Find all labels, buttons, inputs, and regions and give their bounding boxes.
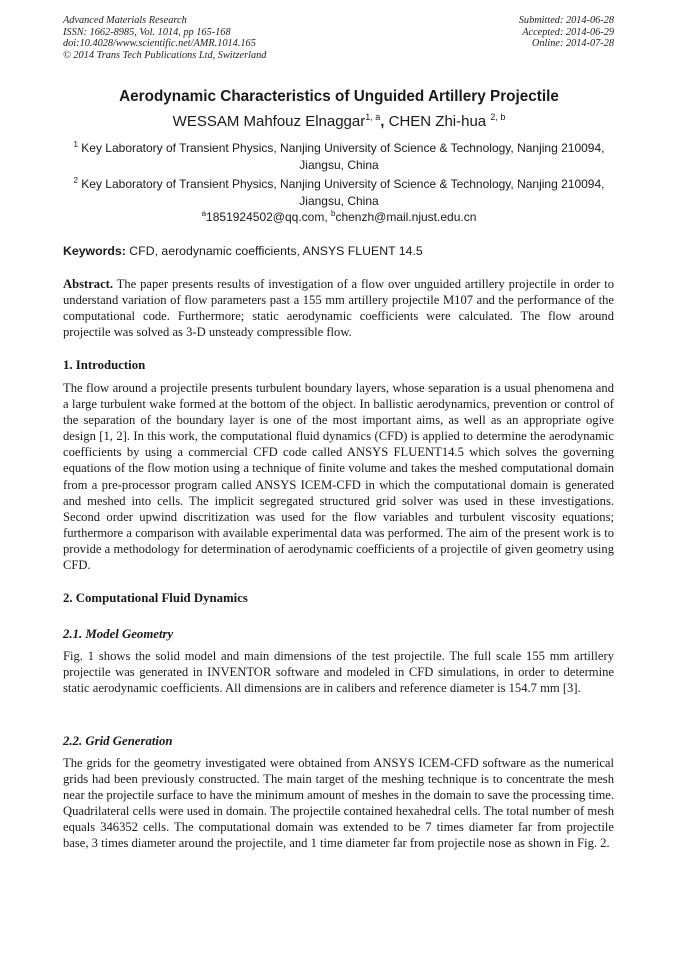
section-introduction-heading: 1. Introduction: [63, 358, 146, 372]
email-b: chenzh@mail.njust.edu.cn: [335, 210, 477, 224]
affiliation-2: [63, 173, 615, 209]
journal-name: Advanced Materials Research: [63, 15, 187, 26]
email-b-marker: b: [331, 209, 336, 218]
journal-info: [63, 15, 266, 61]
affiliation-1-line-2: Jiangsu, China: [299, 157, 379, 172]
submitted-date: Submitted: 2014-06-28: [518, 15, 614, 26]
keywords-label: Keywords:: [63, 244, 126, 258]
abstract: [63, 276, 614, 340]
email-a: 1851924502@qq.com,: [206, 210, 328, 224]
keywords-text: CFD, aerodynamic coefficients, ANSYS FLUENT 14.5: [129, 244, 423, 258]
author-line: [0, 112, 678, 130]
introduction-text: The flow around a projectile presents turbulent boundary layers, whose separation is a usual phenomena and a large turbulent wake formed at the bottom of the object. In ballistic aerodynamics, prevention or control of the separation of the boundary layer is one of the most important aims, as well as an appropriate ogive design [1, 2]. In this work, the computational fluid dynamics (CFD) is applied to determine the aerodynamic coefficients by using a commercial CFD code called ANSYS FLUENT14.5 which solves the governing equations of the flow motion using a technique of finite volume and takes the meshed computational domain from a pre-processor program called ANSYS ICEM-CFD in which the computational domain is generated and meshed into cells. The implicit segregated structured grid solver was used in these investigations. Second order upwind discritization was used for the flow variables and turbulent viscosity equations; furthermore a comparison with available experimental data was performed. The aim of the present work is to provide a methodology for determination of aerodynamic coefficients of a projectile of given geometry using CFD.: [63, 381, 614, 573]
doi-line: doi:10.4028/www.scientific.net/AMR.1014.165: [63, 38, 256, 50]
affiliation-1-number: 1: [73, 140, 78, 149]
author-2-affil: 2, b: [490, 112, 506, 122]
author-2: CHEN Zhi-hua: [388, 113, 487, 130]
paper-title: Aerodynamic Characteristics of Unguided Artillery Projectile: [119, 88, 559, 105]
affiliation-1-line-1: Key Laboratory of Transient Physics, Nanjing University of Science & Technology, Nanjing 210094,: [81, 141, 605, 155]
copyright-line: © 2014 Trans Tech Publications Ltd, Switzerland: [63, 49, 267, 61]
affiliation-2-line-1: Key Laboratory of Transient Physics, Nanjing University of Science & Technology, Nanjing 210094,: [81, 177, 605, 191]
author-separator: ,: [380, 113, 385, 130]
affiliation-2-number: 2: [73, 176, 78, 185]
abstract-label: Abstract.: [63, 277, 114, 291]
author-1-affil: 1, a: [365, 112, 381, 122]
submission-dates: [519, 15, 614, 50]
subsection-model-geometry-heading: 2.1. Model Geometry: [63, 627, 174, 641]
author-1: WESSAM Mahfouz Elnaggar: [172, 113, 366, 130]
author-emails: [0, 209, 678, 224]
subsection-grid-generation-heading: 2.2. Grid Generation: [63, 734, 173, 748]
model-geometry-text: Fig. 1 shows the solid model and main dimensions of the test projectile. The full scale 155 mm artillery projectile was generated in INVENTOR software and modeled in CFD simulations, in order to determine static aerodynamic coefficients. All dimensions are in calibers and reference diameter is 154.7 mm [3].: [63, 649, 614, 696]
keywords: [63, 244, 615, 258]
online-date: Online: 2014-07-28: [531, 38, 614, 50]
issn-line: ISSN: 1662-8985, Vol. 1014, pp 165-168: [63, 26, 231, 38]
affiliation-2-line-2: Jiangsu, China: [299, 193, 379, 208]
abstract-text: The paper presents results of investigation of a flow over unguided artillery projectile in order to understand variation of flow parameters past a 155 mm artillery projectile M107 and the performance of the computational code. Furthermore; static aerodynamic coefficients were calculated. The flow around projectile was solved as 3-D unsteady compressible flow.: [63, 277, 614, 340]
section-cfd-heading: 2. Computational Fluid Dynamics: [63, 591, 248, 605]
accepted-date: Accepted: 2014-06-29: [522, 26, 614, 38]
affiliation-1: [63, 137, 615, 173]
grid-generation-text: The grids for the geometry investigated were obtained from ANSYS ICEM-CFD software as the numerical grids had been previously constructed. The main target of the meshing technique is to concentrate the mesh near the projectile surface to have the minimum amount of meshes in the domain to save the processing time. Quadrilateral cells were used in domain. The projectile contained hexahedral cells. The total number of mesh equals 346352 cells. The computational domain was extended to be 7 times diameter far from projectile base, 3 times diameter around the projectile, and 1 time diameter far from projectile nose as shown in Fig. 2.: [63, 756, 614, 851]
email-a-marker: a: [201, 209, 207, 218]
